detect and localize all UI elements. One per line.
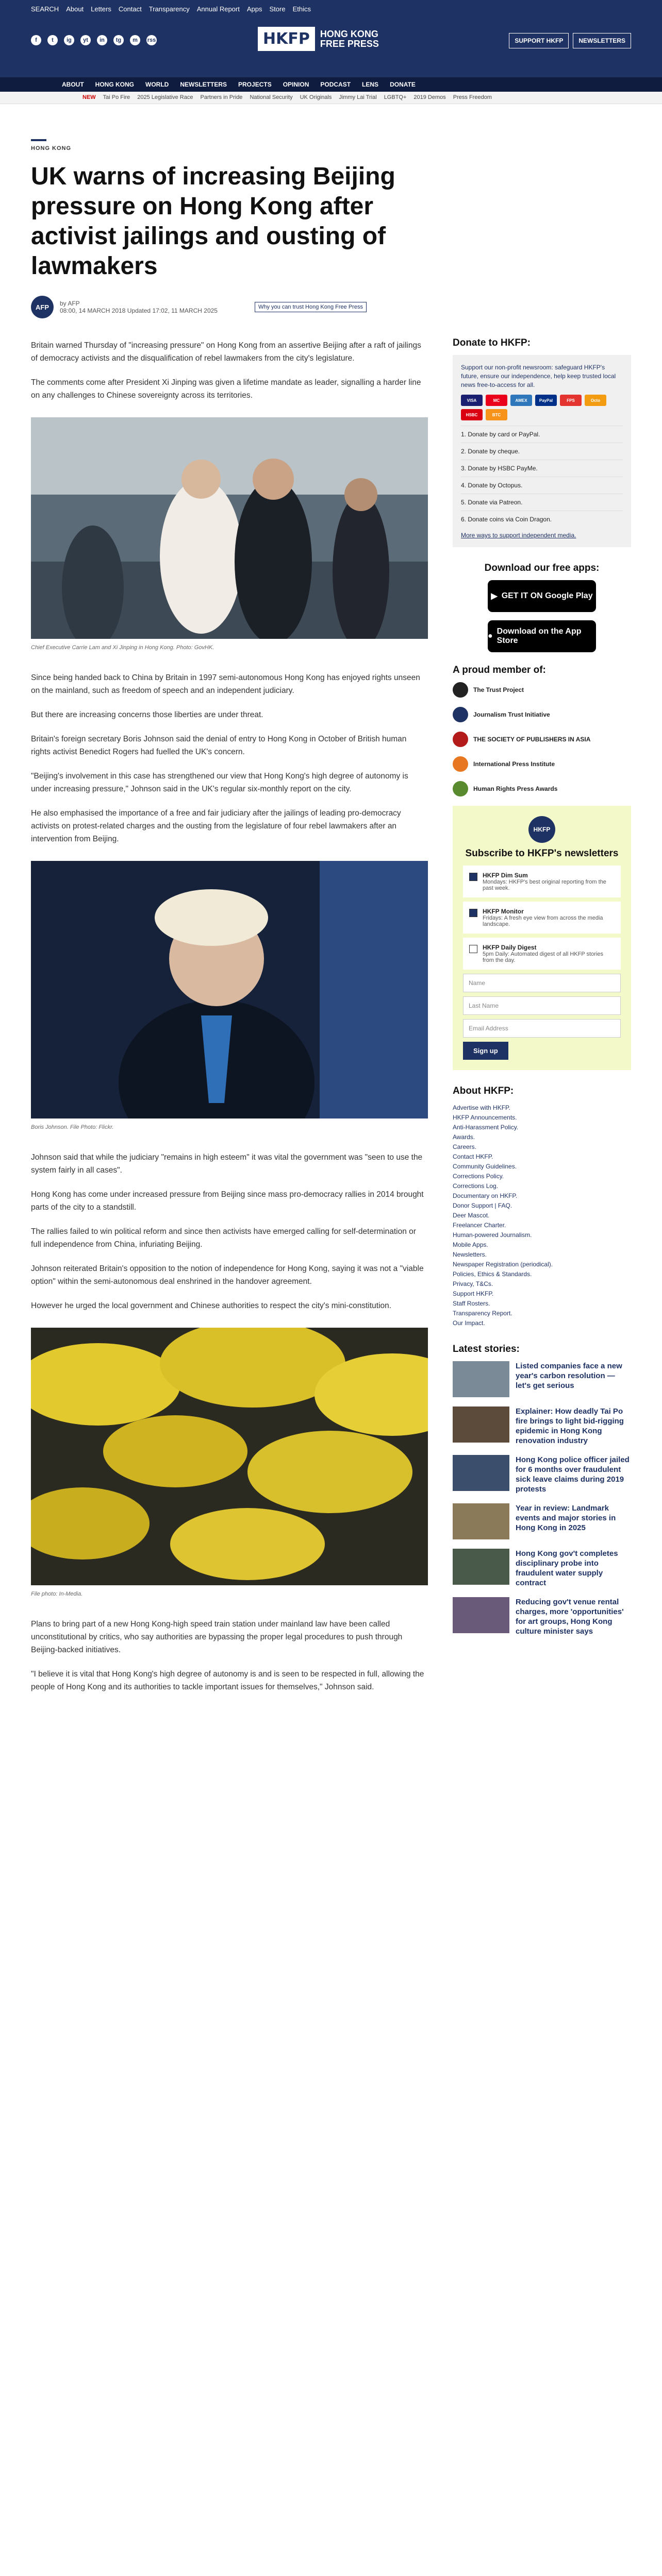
checkbox[interactable] [469,909,477,917]
donate-option[interactable]: 5. Donate via Patreon. [461,494,623,511]
member-logo[interactable] [453,707,631,722]
annual-report-link[interactable]: Annual Report [196,5,240,13]
latest-story[interactable] [453,1406,631,1446]
about-link[interactable]: Anti-Harassment Policy. [453,1124,519,1131]
transparency-link[interactable]: Transparency [148,5,190,13]
newsletter-name: HKFP Dim Sum [483,872,528,879]
latest-story[interactable] [453,1597,631,1636]
section-rule [31,139,46,141]
instagram-icon[interactable]: ig [64,35,74,45]
first-name-input[interactable]: Name [463,974,621,992]
newsletter-name: HKFP Daily Digest [483,944,537,951]
payment-icons [461,395,623,420]
paragraph: The rallies failed to win political reform and since then activists have emerged calling for self-determination or full independence from China, infuriating Beijing. [31,1227,416,1249]
paragraph: Since being handed back to China by Britain in 1997 semi-autonomous Hong Kong has enjoyed rights unseen on the mainland, such as freedom of speech and an independent judiciary. [31,673,420,695]
story-title[interactable]: Explainer: How deadly Tai Po fire brings to light bid-rigging epidemic in Hong Kong renovation industry [516,1407,624,1445]
utility-links [31,5,311,13]
about-link[interactable]: Mobile Apps. [453,1241,488,1248]
trust-badge[interactable]: Why you can trust Hong Kong Free Press [255,302,367,312]
about-link[interactable]: Privacy, T&Cs. [453,1280,493,1287]
nav-podcast[interactable]: PODCAST [320,81,351,88]
sopa-icon [453,732,468,747]
amex-icon: AMEX [510,395,532,406]
paragraph: "Beijing's involvement in this case has strengthened our view that Hong Kong's high degree of autonomy is under increasing pressure," Johnson said in the UK's regular six-monthly report on the city. [31,772,408,793]
twitter-icon[interactable]: t [47,35,58,45]
mastercard-icon: MC [486,395,507,406]
newsletter-desc: Mondays: HKFP's best original reporting from the past week. [483,879,606,891]
nav-hong-kong[interactable]: HONG KONG [95,81,135,88]
newsletter-option[interactable] [463,902,621,934]
trending-link[interactable]: Press Freedom [453,94,492,100]
paragraph: Johnson reiterated Britain's opposition to the notion of independence for Hong Kong, saying it was not a "viable option" within the semi-autonomous deal enshrined in the handover agreement. [31,1264,424,1286]
app-store-button[interactable] [488,620,596,652]
apps-link[interactable]: Apps [246,5,262,13]
logo-text [320,29,379,49]
about-link[interactable]: Newspaper Registration (periodical). [453,1261,553,1268]
trending-link[interactable]: National Security [250,94,293,100]
donate-title: Donate to HKFP: [453,337,531,348]
trending-bar [0,92,662,104]
about-link[interactable]: Community Guidelines. [453,1163,517,1170]
story-title[interactable]: Hong Kong gov't completes disciplinary probe into fraudulent water supply contract [516,1549,618,1587]
trending-link[interactable]: Tai Po Fire [103,94,130,100]
nav-opinion[interactable]: OPINION [283,81,309,88]
article-headline: UK warns of increasing Beijing pressure on Hong Kong after activist jailings and ousting of lawmakers [31,163,395,280]
member-name: The Trust Project [473,686,524,693]
paragraph: Plans to bring part of a new Hong Kong-high speed train station under mainland law have been called unconstitutional by critics, who say authorities are bypassing the proper legal procedures to push through Beijing-backed initiatives. [31,1620,403,1654]
about-link[interactable]: Documentary on HKFP. [453,1192,518,1199]
member-logo[interactable] [453,756,631,772]
photo-umbrellas [31,1328,428,1585]
paragraph: Britain warned Thursday of "increasing pressure" on Hong Kong from an assertive Beijing after a raft of jailings of democracy activists and the disqualification of rebel lawmakers from the city's legislature. [31,341,421,363]
article-body [31,339,428,1693]
latest-story[interactable] [453,1549,631,1588]
header-buttons [509,33,631,48]
member-name: Human Rights Press Awards [473,785,558,792]
article-dates: 08:00, 14 MARCH 2018 Updated 17:02, 11 MARCH 2025 [60,307,218,314]
linkedin-icon[interactable]: in [97,35,107,45]
logo-mark: HKFP [258,27,315,51]
trending-link[interactable]: Jimmy Lai Trial [339,94,377,100]
section-label[interactable]: HONG KONG [31,145,72,151]
about-link[interactable]: About [66,5,84,13]
article [31,139,428,1705]
nav-lens[interactable]: LENS [362,81,379,88]
checkbox[interactable] [469,873,477,881]
photo-caption: Boris Johnson. File Photo: Flickr. [31,1124,114,1130]
about-link[interactable]: Policies, Ethics & Standards. [453,1270,532,1278]
trending-link[interactable]: 2025 Legislative Race [137,94,193,100]
paypal-icon: PayPal [535,395,557,406]
hrpa-icon [453,781,468,796]
bitcoin-icon: BTC [486,409,507,420]
about-link[interactable]: Corrections Policy. [453,1173,504,1180]
newsletter-signup [453,806,631,1070]
about-link[interactable]: Staff Rosters. [453,1300,490,1307]
paragraph: However he urged the local government and Chinese authorities to respect the city's mini-constitution. [31,1301,392,1310]
about-link[interactable]: Deer Mascot. [453,1212,490,1219]
apple-icon: ● [488,632,493,640]
new-tag: NEW [82,94,96,100]
byline [31,296,428,318]
nav-about[interactable]: ABOUT [62,81,84,88]
about-list [453,1103,631,1328]
checkbox[interactable] [469,945,477,953]
paragraph: He also emphasised the importance of a free and fair judiciary after the jailings of leading pro-democracy activists on protest-related charges and the ousting from the legislature of four rebel lawmakers after an intervention from Beijing. [31,809,401,843]
site-header [0,0,662,77]
play-icon: ▶ [491,592,498,601]
about-title: About HKFP: [453,1086,514,1096]
paragraph: The comments come after President Xi Jinping was given a lifetime mandate as leader, signalling a harder line on any challenges to Chinese sovereignty across its territories. [31,378,421,400]
donate-option[interactable]: 3. Donate by HSBC PayMe. [461,460,623,477]
donate-option[interactable]: 1. Donate by card or PayPal. [461,426,623,443]
facebook-icon[interactable]: f [31,35,41,45]
story-thumbnail [453,1549,509,1585]
member-name: International Press Institute [473,760,555,768]
paragraph: Johnson said that while the judiciary "remains in high esteem" it was vital the government was "seen to use the system fairly in all cases". [31,1153,423,1175]
letters-link[interactable]: Letters [91,5,111,13]
logo-line-2: FREE PRESS [320,38,379,49]
trending-link[interactable]: UK Originals [300,94,332,100]
newsletter-title: Subscribe to HKFP's newsletters [465,848,619,859]
member-logo[interactable] [453,781,631,796]
about-link[interactable]: Human-powered Journalism. [453,1231,532,1239]
donate-more-link[interactable]: More ways to support independent media. [461,532,576,539]
search-link[interactable]: SEARCH [31,5,59,13]
newsletter-desc: 5pm Daily: Automated digest of all HKFP stories from the day. [483,951,603,963]
hkfp-logo-icon: HKFP [528,816,555,843]
member-logo[interactable] [453,732,631,747]
author-name[interactable]: by AFP [60,300,80,307]
about-link[interactable]: Awards. [453,1133,475,1141]
nav-world[interactable]: WORLD [145,81,169,88]
latest-story[interactable] [453,1503,631,1539]
google-play-label: GET IT ON Google Play [501,591,593,600]
trending-link[interactable]: Partners in Pride [200,94,243,100]
youtube-icon[interactable]: yt [80,35,91,45]
contact-link[interactable]: Contact [118,5,142,13]
apps-title: Download our free apps: [484,563,600,573]
trending-link[interactable]: 2019 Demos [413,94,446,100]
octopus-icon: Octo [585,395,606,406]
member-logo[interactable] [453,682,631,698]
app-store-label: Download on the App Store [496,627,582,645]
fps-icon: FPS [560,395,582,406]
story-thumbnail [453,1455,509,1491]
donate-option[interactable]: 6. Donate coins via Coin Dragon. [461,511,623,528]
about-link[interactable]: HKFP Announcements. [453,1114,517,1121]
last-name-input[interactable]: Last Name [463,996,621,1015]
photo-lam-xi [31,417,428,639]
story-thumbnail [453,1361,509,1397]
paragraph: "I believe it is vital that Hong Kong's high degree of autonomy is and is seen to be respected in full, allowing the people of Hong Kong and its authorities to tackle important issues for themselves," Johnson said. [31,1670,424,1691]
visa-icon: VISA [461,395,483,406]
about-link[interactable]: Donor Support | FAQ. [453,1202,512,1209]
site-logo[interactable] [258,27,379,51]
author-avatar[interactable]: AFP [31,296,54,318]
donate-option[interactable]: 2. Donate by cheque. [461,443,623,460]
paragraph: Hong Kong has come under increased pressure from Beijing since mass pro-democracy rallies in 2014 brought parts of the city to a standstill. [31,1190,424,1212]
email-input[interactable]: Email Address [463,1019,621,1038]
photo-caption: Chief Executive Carrie Lam and Xi Jinping in Hong Kong. Photo: GovHK. [31,645,214,651]
rss-icon[interactable]: rss [146,35,157,45]
ipi-icon [453,756,468,772]
ethics-link[interactable]: Ethics [292,5,311,13]
story-title[interactable]: Reducing gov't venue rental charges, more 'opportunities' for art groups, Hong Kong culture minister says [516,1598,624,1636]
store-link[interactable]: Store [269,5,286,13]
newsletter-option[interactable] [463,866,621,897]
about-link[interactable]: Freelancer Charter. [453,1222,506,1229]
signup-button[interactable]: Sign up [463,1042,508,1060]
nav-donate[interactable]: DONATE [390,81,416,88]
newsletters-button[interactable]: NEWSLETTERS [573,33,631,48]
donate-option[interactable]: 4. Donate by Octopus. [461,477,623,494]
jti-icon [453,707,468,722]
social-icons [31,35,157,45]
telegram-icon[interactable]: tg [113,35,124,45]
main-nav [0,77,662,92]
trust-project-icon [453,682,468,698]
about-link[interactable]: Our Impact. [453,1319,485,1327]
newsletter-name: HKFP Monitor [483,908,524,915]
about-link[interactable]: Support HKFP. [453,1290,494,1297]
nav-projects[interactable]: PROJECTS [238,81,272,88]
support-button[interactable]: SUPPORT HKFP [509,33,569,48]
story-thumbnail [453,1503,509,1539]
story-title[interactable]: Listed companies face a new year's carbon resolution — let's get serious [516,1362,622,1390]
about-link[interactable]: Contact HKFP. [453,1153,493,1160]
about-link[interactable]: Transparency Report. [453,1310,512,1317]
paragraph: Britain's foreign secretary Boris Johnson said the denial of entry to Hong Kong in October of British human rights activist Benedict Rogers had fuelled the UK's concern. [31,735,407,756]
google-play-button[interactable] [488,580,596,612]
newsletter-desc: Fridays: A fresh eye view from across the media landscape. [483,915,603,927]
about-link[interactable]: Careers. [453,1143,477,1150]
logo-line-1: HONG KONG [320,28,378,39]
about-link[interactable]: Corrections Log. [453,1182,499,1190]
member-name: THE SOCIETY OF PUBLISHERS IN ASIA [473,736,591,743]
nav-newsletters[interactable]: NEWSLETTERS [180,81,227,88]
photo-caption: File photo: In-Media. [31,1591,83,1597]
latest-title: Latest stories: [453,1344,520,1354]
sidebar [453,337,631,1646]
latest-story[interactable] [453,1455,631,1494]
story-title[interactable]: Year in review: Landmark events and major stories in Hong Kong in 2025 [516,1504,616,1532]
donate-text[interactable]: Support our non-profit newsroom: safeguard HKFP's future, ensure our independence, help keep trusted local news free-to-access for all. [461,364,616,388]
story-thumbnail [453,1597,509,1633]
story-thumbnail [453,1406,509,1443]
about-link[interactable]: Advertise with HKFP. [453,1104,510,1111]
paragraph: But there are increasing concerns those liberties are under threat. [31,710,263,719]
photo-boris-johnson [31,861,428,1118]
about-link[interactable]: Newsletters. [453,1251,487,1258]
donate-box [453,355,631,547]
newsletter-option[interactable] [463,938,621,970]
hsbc-icon: HSBC [461,409,483,420]
member-title: A proud member of: [453,665,546,675]
trending-link[interactable]: LGBTQ+ [384,94,407,100]
latest-story[interactable] [453,1361,631,1397]
mastodon-icon[interactable]: m [130,35,140,45]
member-name: Journalism Trust Initiative [473,711,550,718]
story-title[interactable]: Hong Kong police officer jailed for 6 months over fraudulent sick leave claims during 2019 protests [516,1455,630,1494]
